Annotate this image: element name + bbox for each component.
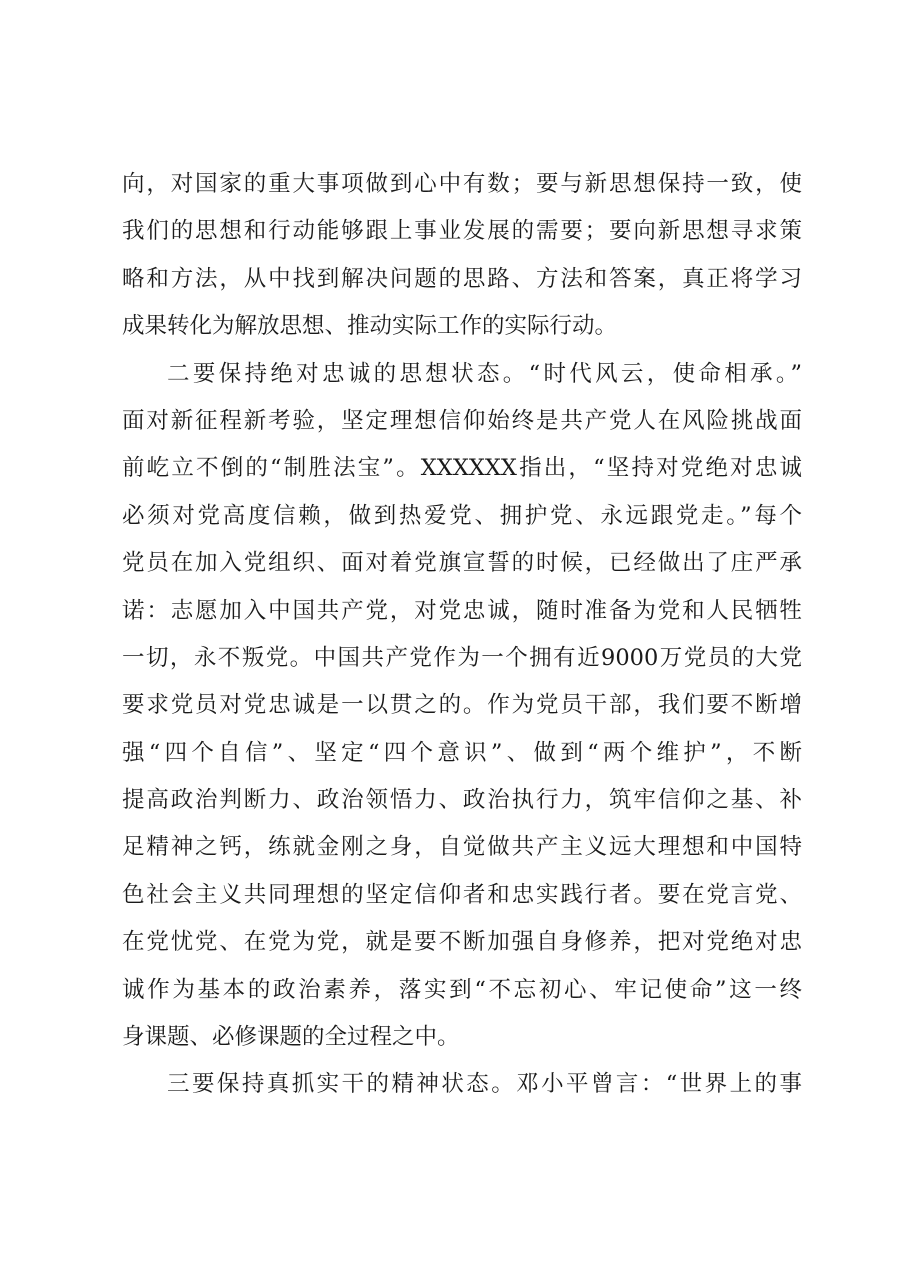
text-line: 在党忧党、在党为党，就是要不断加强自身修养，把对党绝对忠: [122, 929, 802, 956]
text-line: 要求党员对党忠诚是一以贯之的。作为党员干部，我们要不断增: [122, 692, 802, 719]
text-line: 强“四个自信”、坚定“四个意识”、做到“两个维护”，不断: [122, 739, 802, 766]
text-line: 略和方法，从中找到解决问题的思路、方法和答案，真正将学习: [122, 265, 802, 292]
paragraph-start-line: 三要保持真抓实干的精神状态。邓小平曾言：“世界上的事: [167, 1071, 802, 1098]
text-line: 党员在加入党组织、面对着党旗宣誓的时候，已经做出了庄严承: [122, 550, 802, 577]
document-body: [122, 161, 802, 1109]
text-line: 前屹立不倒的“制胜法宝”。XXXXXX指出，“坚持对党绝对忠诚: [122, 455, 802, 482]
text-line: 提高政治判断力、政治领悟力、政治执行力，筑牢信仰之基、补: [122, 787, 802, 814]
text-line: 足精神之钙，练就金刚之身，自觉做共产主义远大理想和中国特: [122, 834, 802, 861]
text-line: 诺：志愿加入中国共产党，对党忠诚，随时准备为党和人民牺牲: [122, 597, 802, 624]
paragraph-start-line: 二要保持绝对忠诚的思想状态。“时代风云，使命相承。”: [167, 360, 802, 387]
text-line: 向，对国家的重大事项做到心中有数；要与新思想保持一致，使: [122, 171, 802, 197]
text-line: 身课题、必修课题的全过程之中。: [122, 1024, 460, 1051]
text-line: 我们的思想和行动能够跟上事业发展的需要；要向新思想寻求策: [122, 218, 802, 245]
text-line: 成果转化为解放思想、推动实际工作的实际行动。: [122, 313, 618, 340]
text-line: 必须对党高度信赖，做到热爱党、拥护党、永远跟党走。”每个: [122, 502, 802, 529]
text-line: 面对新征程新考验，坚定理想信仰始终是共产党人在风险挑战面: [122, 407, 802, 434]
text-line: 色社会主义共同理想的坚定信仰者和忠实践行者。要在党言党、: [122, 881, 802, 908]
text-line: 一切，永不叛党。中国共产党作为一个拥有近9000万党员的大党: [122, 644, 802, 671]
text-line: 诚作为基本的政治素养，落实到“不忘初心、牢记使命”这一终: [122, 976, 802, 1003]
